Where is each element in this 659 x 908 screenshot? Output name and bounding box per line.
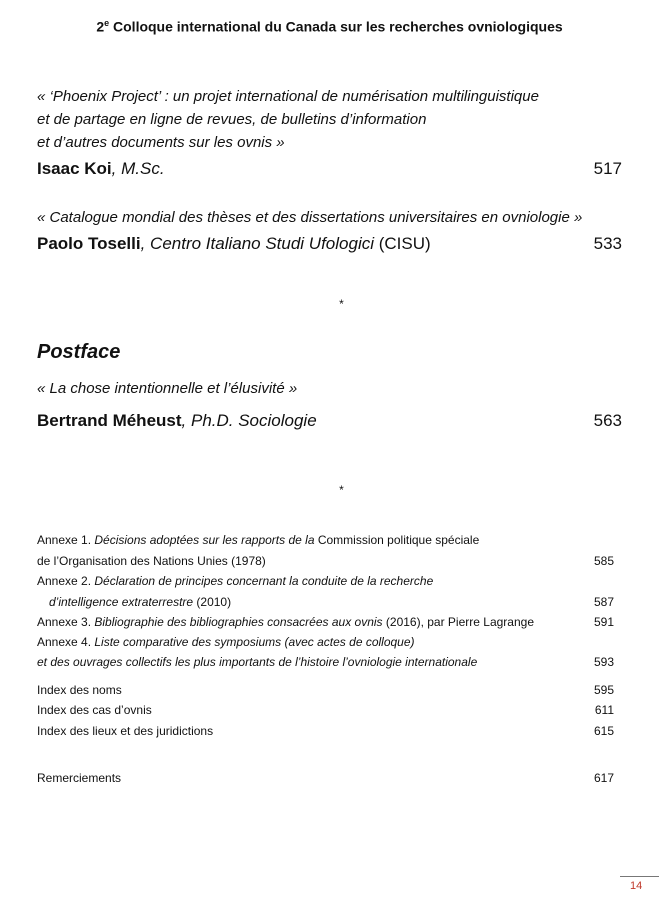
annexe-2-line-1 [37,574,433,588]
header-ordinal-sup: e [104,18,110,28]
entry-2-byline [37,234,431,254]
annexe-3-plain: (2016), par Pierre Lagrange [382,615,534,629]
postface-byline [37,411,317,431]
annexe-4-italic: Liste comparative des symposiums (avec actes de colloque) [94,635,415,649]
annexe-4-line-1 [37,635,415,649]
entry-1-page: 517 [593,159,622,178]
postface-affiliation: , Ph.D. Sociologie [181,411,317,430]
annexe-2-italic: Déclaration de principes concernant la conduite de la recherche [94,574,434,588]
postface-title: « La chose intentionnelle et l’élusivité » [37,380,298,397]
entry-1-affiliation: , M.Sc. [111,159,165,178]
annexe-2-line-2 [49,595,231,609]
index-names-page: 595 [593,683,614,697]
footer-rule [620,876,659,877]
annexe-1-line-1 [37,533,479,547]
index-places-page: 615 [593,724,614,738]
annexe-1-italic: Décisions adoptées sur les rapports de la [94,533,315,547]
separator-2: * [339,483,344,497]
annexe-4-line-2: et des ouvrages collectifs les plus importants de l’histoire l’ovniologie internationale [37,655,478,669]
annexe-2-page: 587 [593,595,614,609]
header-ordinal: 2 [96,18,105,35]
entry-1-author: Isaac Koi [37,159,112,178]
entry-1-byline [37,159,165,179]
running-header [0,18,659,35]
annexe-1-line-2: de l’Organisation des Nations Unies (1978) [37,554,266,568]
annexe-3-line-1 [37,615,534,629]
entry-2-page: 533 [593,234,622,253]
acknowledgements-page: 617 [593,771,614,785]
annexe-3-page: 591 [593,615,614,629]
postface-page: 563 [593,411,622,430]
separator-1: * [339,297,344,311]
entry-2-title-line-1: « Catalogue mondial des thèses et des dissertations universitaires en ovniologie » [37,209,583,226]
index-places: Index des lieux et des juridictions [37,724,214,738]
index-ufo-cases-page: 611 [594,703,614,717]
postface-heading: Postface [37,341,121,363]
entry-2-affiliation-italic: , Centro Italiano Studi Ufologici [140,234,374,253]
entry-2-author: Paolo Toselli [37,234,141,253]
annexe-4-label: Annexe 4. [37,635,95,649]
annexe-1-label: Annexe 1. [37,533,95,547]
page-number: 14 [630,880,643,892]
annexe-3-label: Annexe 3. [37,615,95,629]
header-title: Colloque international du Canada sur les recherches ovniologiques [109,18,563,35]
index-ufo-cases: Index des cas d’ovnis [37,703,152,717]
index-names: Index des noms [37,683,122,697]
acknowledgements: Remerciements [37,771,122,785]
annexe-4-page: 593 [593,655,614,669]
entry-1-title-line-1: « ‘Phoenix Project’ : un projet international de numérisation multilinguistique [37,88,539,105]
annexe-1-plain: Commission politique spéciale [314,533,480,547]
entry-2-affiliation-plain: (CISU) [374,234,431,253]
annexe-2-label: Annexe 2. [37,574,95,588]
annexe-2-line-2-plain: (2010) [193,595,232,609]
postface-author: Bertrand Méheust [37,411,182,430]
annexe-2-line-2-italic: d’intelligence extraterrestre [49,595,194,609]
entry-1-title-line-2: et de partage en ligne de revues, de bulletins d’information [37,111,427,128]
annexe-3-italic: Bibliographie des bibliographies consacrées aux ovnis [94,615,383,629]
annexe-1-page: 585 [593,554,614,568]
entry-1-title-line-3: et d’autres documents sur les ovnis » [37,134,285,151]
